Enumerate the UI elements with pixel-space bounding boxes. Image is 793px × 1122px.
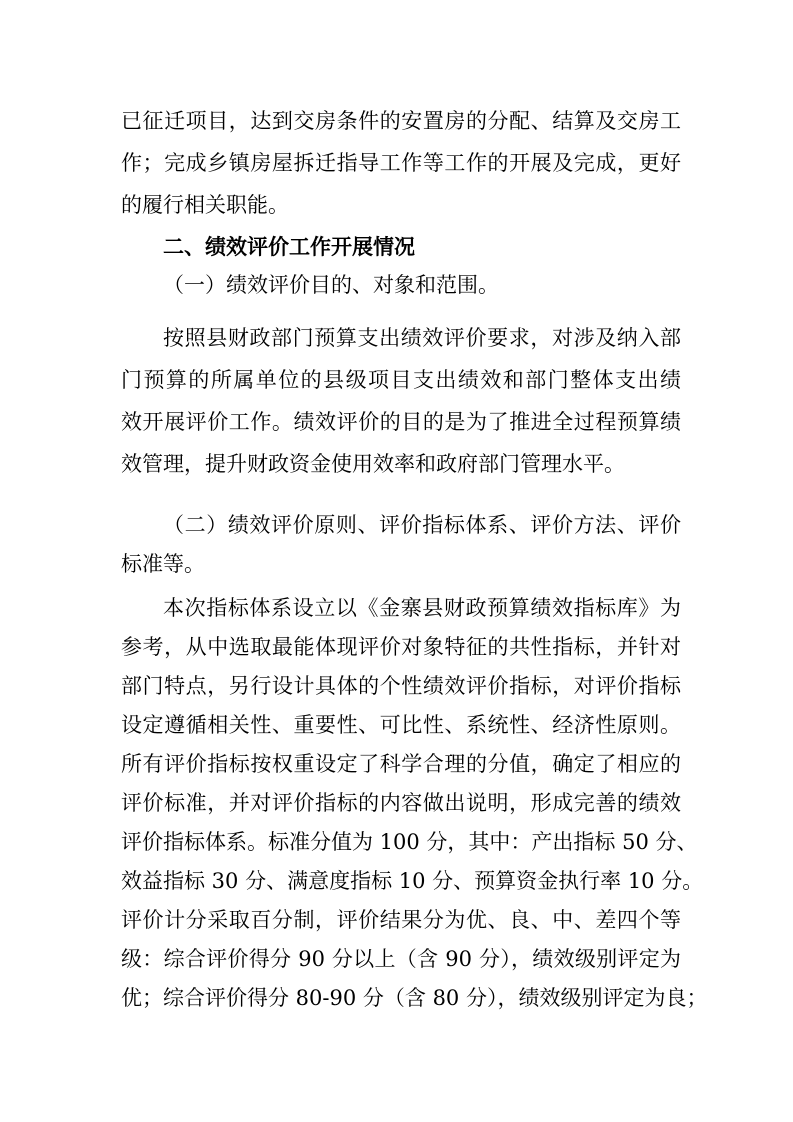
paragraph-line: 设定遵循相关性、重要性、可比性、系统性、经济性原则。 xyxy=(121,713,681,737)
paragraph-line: 部门特点，另行设计具体的个性绩效评价指标，对评价指标 xyxy=(121,674,681,698)
subsection-heading-cont: 标准等。 xyxy=(121,552,205,576)
subsection-heading: （二）绩效评价原则、评价指标体系、评价方法、评价 xyxy=(163,513,681,537)
paragraph-line: 评价指标体系。标准分值为 100 分，其中：产出指标 50 分、 xyxy=(121,830,698,854)
paragraph-line: 效开展评价工作。绩效评价的目的是为了推进全过程预算绩 xyxy=(121,410,681,434)
section-heading: 二、绩效评价工作开展情况 xyxy=(163,235,415,259)
paragraph-line: 评价计分采取百分制，评价结果分为优、良、中、差四个等 xyxy=(121,908,681,932)
paragraph-line: 效管理，提升财政资金使用效率和政府部门管理水平。 xyxy=(121,452,625,476)
paragraph-line: 级：综合评价得分 90 分以上（含 90 分），绩效级别评定为 xyxy=(121,947,681,971)
paragraph-line: 参考，从中选取最能体现评价对象特征的共性指标，并针对 xyxy=(121,635,681,659)
paragraph-line: 已征迁项目，达到交房条件的安置房的分配、结算及交房工 xyxy=(121,109,681,133)
paragraph-line: 本次指标体系设立以《金寨县财政预算绩效指标库》为 xyxy=(163,596,681,620)
paragraph-line: 按照县财政部门预算支出绩效评价要求，对涉及纳入部 xyxy=(163,326,681,350)
paragraph-line: 效益指标 30 分、满意度指标 10 分、预算资金执行率 10 分。 xyxy=(121,869,704,893)
subsection-heading: （一）绩效评价目的、对象和范围。 xyxy=(163,273,499,297)
paragraph-line: 评价标准，并对评价指标的内容做出说明，形成完善的绩效 xyxy=(121,791,681,815)
paragraph-line: 作；完成乡镇房屋拆迁指导工作等工作的开展及完成，更好 xyxy=(121,151,681,175)
paragraph-line: 的履行相关职能。 xyxy=(121,193,289,217)
paragraph-line: 优；综合评价得分 80-90 分（含 80 分），绩效级别评定为良； xyxy=(121,986,708,1010)
paragraph-line: 所有评价指标按权重设定了科学合理的分值，确定了相应的 xyxy=(121,752,681,776)
paragraph-line: 门预算的所属单位的县级项目支出绩效和部门整体支出绩 xyxy=(121,368,681,392)
